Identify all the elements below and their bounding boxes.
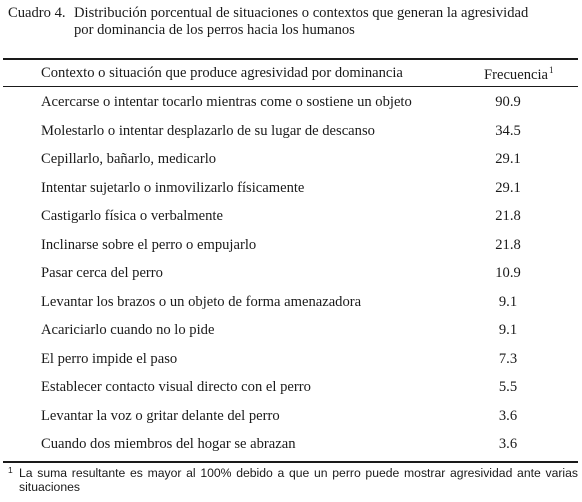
header-context: Contexto o situación que produce agresividad por dominancia [41, 65, 403, 81]
row-frequency: 9.1 [498, 293, 518, 310]
row-context: Acercarse o intentar tocarlo mientras come o sostiene un objeto [41, 94, 412, 110]
table-row [0, 261, 582, 290]
row-frequency: 90.9 [495, 94, 521, 110]
row-context: Acariciarlo cuando no lo pide [41, 322, 215, 338]
row-context: Inclinarse sobre el perro o empujarlo [41, 236, 257, 253]
row-frequency: 9.1 [498, 322, 518, 338]
row-context: Levantar los brazos o un objeto de forma amenazadora [41, 293, 362, 310]
table-top-rule [3, 58, 578, 60]
header-footnote-mark: 1 [549, 65, 554, 75]
row-context: Levantar la voz o gritar delante del perro [41, 407, 280, 424]
table-row [0, 204, 582, 233]
table-row [0, 404, 582, 433]
row-frequency: 21.8 [495, 208, 521, 224]
row-context: Intentar sujetarlo o inmovilizarlo físicamente [41, 179, 305, 196]
row-context: Castigarlo física o verbalmente [41, 208, 223, 224]
row-frequency: 3.6 [498, 407, 518, 424]
table-caption [8, 5, 578, 39]
caption-title-1: Distribución porcentual de situaciones o contextos que generan la agresividad [74, 5, 529, 21]
table-header-rule [3, 86, 578, 87]
row-context: Cepillarlo, bañarlo, medicarlo [41, 151, 217, 167]
row-frequency: 29.1 [495, 151, 521, 167]
row-frequency: 29.1 [495, 179, 521, 196]
row-context: Molestarlo o intentar desplazarlo de su lugar de descanso [41, 122, 375, 139]
table-row [0, 347, 582, 376]
header-frequency [484, 65, 554, 84]
footnote-mark: 1 [8, 465, 13, 475]
table-row [0, 147, 582, 176]
table-body [0, 90, 582, 461]
row-frequency: 10.9 [495, 265, 521, 281]
table-row [0, 318, 582, 347]
table-header [0, 62, 582, 86]
row-frequency: 7.3 [498, 350, 518, 367]
caption-title-2: por dominancia de los perros hacia los humanos [74, 22, 355, 38]
row-context: Cuando dos miembros del hogar se abrazan [41, 436, 296, 452]
footnote-text: La suma resultante es mayor al 100% debido a que un perro puede mostrar agresividad ante varias situaciones [19, 466, 578, 494]
table-row [0, 233, 582, 262]
table-row [0, 176, 582, 205]
table-row [0, 375, 582, 404]
table-row [0, 290, 582, 319]
table-row [0, 90, 582, 119]
row-context: Establecer contacto visual directo con el perro [41, 379, 311, 395]
row-frequency: 5.5 [498, 379, 518, 395]
footnote [8, 466, 578, 494]
table-row [0, 119, 582, 148]
row-frequency: 3.6 [498, 436, 518, 452]
row-context: El perro impide el paso [41, 350, 178, 367]
row-frequency: 21.8 [495, 236, 521, 253]
table-bottom-rule [3, 461, 578, 463]
caption-number: Cuadro 4. [8, 5, 66, 21]
row-frequency: 34.5 [495, 122, 521, 139]
table-row [0, 432, 582, 461]
header-frequency-label: Frecuencia [484, 67, 549, 83]
row-context: Pasar cerca del perro [41, 265, 163, 281]
caption-line-1 [8, 5, 578, 22]
